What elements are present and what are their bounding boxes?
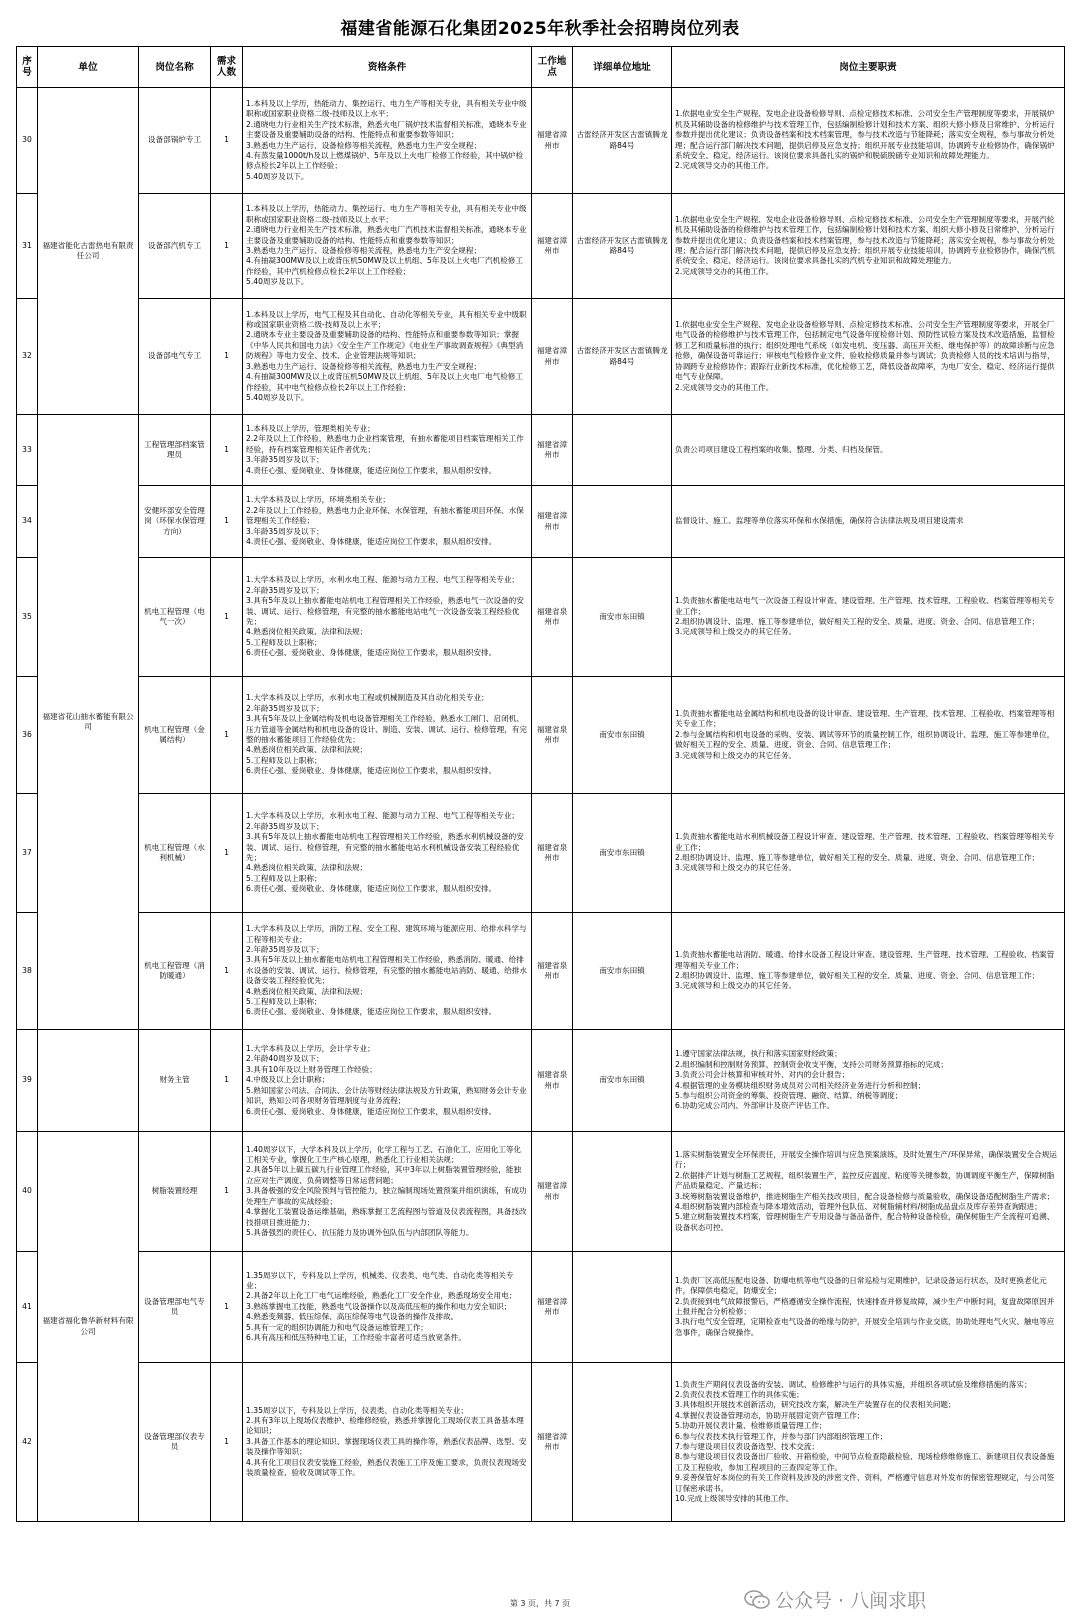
unit-name: 福建省福化鲁华新材料有限公司 (38, 1132, 139, 1522)
duties-line: 5.协助开展仪表计量、检维修质量管理工作； (675, 1421, 827, 1431)
table-row (17, 794, 1065, 913)
headcount: 1 (211, 88, 243, 194)
requirements-line: 5.工程师及以上职称； (246, 997, 322, 1007)
headcount: 1 (211, 194, 243, 299)
duties (672, 1132, 1065, 1252)
headcount: 1 (211, 299, 243, 415)
row-number: 35 (17, 558, 38, 677)
header-unit: 单位 (38, 47, 139, 88)
duties-line: 3.完成领导和上级交办的其它任务。 (675, 627, 797, 637)
table-row (17, 677, 1065, 794)
table-row (17, 194, 1065, 299)
work-location: 福建省泉州市 (532, 913, 573, 1030)
requirements-line: 3.年龄35周岁及以下； (246, 526, 324, 536)
requirements-line: 6.责任心强、爱岗敬业、身体健康，能适应岗位工作要求，服从组织安排。 (246, 1106, 497, 1116)
header-position: 岗位名称 (139, 47, 211, 88)
row-number: 31 (17, 194, 38, 299)
headcount: 1 (211, 1252, 243, 1363)
table-row (17, 88, 1065, 194)
table-row (17, 1252, 1065, 1363)
duties-line: 6.协助完成公司内、外部审计及资产评估工作。 (675, 1101, 835, 1111)
requirements (243, 1030, 532, 1132)
duties-line: 2.负责仪表技术管理工作的具体实施； (675, 1389, 804, 1399)
duties-line: 2.完成领导交办的其他工作。 (675, 266, 774, 276)
requirements-line: 1.大学本科及以上学历，消防工程、安全工程、建筑环境与能源应用、给排水科学与工程等相关专业； (246, 924, 527, 944)
headcount: 1 (211, 415, 243, 486)
duties-line: 2.依据排产计划与树脂工艺规程，组织装置生产，监控反应温度、粘度等关键参数，协调调度平衡生产，保障树脂产品质量稳定、产量达标； (675, 1170, 1055, 1191)
duties-line: 1.负责抽水蓄能电站金属结构和机电设备的设计审查、建设管理、生产管理、技术管理、工程验收、档案管理等相关专业工作； (675, 708, 1055, 729)
position-name: 财务主管 (139, 1030, 211, 1132)
work-location: 福建省漳州市 (532, 194, 573, 299)
table-row (17, 1363, 1065, 1522)
header-duties: 岗位主要职责 (672, 47, 1065, 88)
duties-line: 1.负责抽水蓄能电站水利机械设备工程设计审查、建设管理、生产管理、技术管理、工程验收、档案管理等相关专业工作； (675, 832, 1055, 852)
duties (672, 558, 1065, 677)
duties-line: 监督设计、施工、监理等单位落实环保和水保措施，确保符合法律法规及项目建设需求 (675, 516, 964, 526)
table-row (17, 415, 1065, 486)
position-name: 设备管理部仪表专员 (139, 1363, 211, 1522)
requirements-line: 3.具备工作基本的理论知识、掌握现场仪表工具的操作等，熟悉仪表品牌、选型、安装及操作等知识； (246, 1436, 527, 1457)
requirements-line: 5.工程师及以上职称； (246, 755, 322, 765)
requirements-line: 2.年龄35周岁及以下； (246, 703, 324, 713)
requirements-line: 5.工程师及以上职称； (246, 873, 322, 883)
requirements (243, 1132, 532, 1252)
duties-line: 1.负责抽水蓄能电站消防、暖通、给排水设备工程设计审查、建设管理、生产管理、技术管理、工程验收、档案管理等相关专业工作； (675, 950, 1055, 970)
row-number: 34 (17, 486, 38, 558)
position-name: 机电工程管理（水利机械） (139, 794, 211, 913)
requirements-line: 6.责任心强、爱岗敬业、身体健康，能适应岗位工作要求，服从组织安排。 (246, 766, 497, 776)
requirements-line: 3.具有5年及以上金属结构及机电设备管理相关工作经验，熟悉水工闸门、启闭机、压力管道等金属结构和机电设备的设计、制造、安装、调试、运行、检修管理，有完整的抽水蓄能项目工作经验优先； (246, 714, 527, 744)
row-number: 33 (17, 415, 38, 486)
requirements-line: 5.40周岁及以下。 (246, 277, 309, 287)
requirements-line: 4.有抽凝300MW及以上或背压机50MW及以上机组、5年及以上火电厂汽机检修工作经验，其中汽机检修点检长2年以上工作经验； (246, 256, 523, 276)
duties (672, 1363, 1065, 1522)
work-location: 福建省泉州市 (532, 677, 573, 794)
unit-address: 南安市东田镇 (573, 794, 672, 913)
work-location: 福建省泉州市 (532, 794, 573, 913)
unit-name: 福建省能化古雷热电有限责任公司 (38, 88, 139, 415)
duties-line: 4.根据管理的业务模块组织财务成员对公司相关经济业务进行分析和控制； (675, 1080, 926, 1090)
requirements-line: 4.有蒸发量1000t/h及以上燃煤锅炉、5年及以上火电厂检修工作经验，其中锅炉检修点检长2年以上工作经验； (246, 150, 524, 171)
work-location: 福建省漳州市 (532, 415, 573, 486)
requirements-line: 4.责任心强、爱岗敬业、身体健康，能适应岗位工作要求，服从组织安排。 (246, 537, 497, 547)
unit-address: 南安市东田镇 (573, 677, 672, 794)
duties (672, 415, 1065, 486)
duties-line: 1.遵守国家法律法规，执行和落实国家财经政策； (675, 1049, 842, 1059)
table-row (17, 1030, 1065, 1132)
requirements-line: 3.具有5年及以上抽水蓄能电站机电工程管理相关工作经验，熟悉水利机械设备的安装、调试、运行、检修管理，有完整的抽水蓄能电站水利机械设备安装工程经验优先； (246, 832, 524, 862)
requirements-line: 4.中级及以上会计职称； (246, 1075, 330, 1085)
requirements (243, 677, 532, 794)
duties-line: 3.具体组织开展技术创新活动，研究技改方案，解决生产装置存在的仪表相关问题； (675, 1400, 956, 1410)
duties (672, 1030, 1065, 1132)
row-number: 41 (17, 1252, 38, 1363)
work-location: 福建省漳州市 (532, 1252, 573, 1363)
row-number: 42 (17, 1363, 38, 1522)
duties (672, 194, 1065, 299)
duties-line: 1.负责抽水蓄能电站电气一次设备工程设计审查、建设管理、生产管理、技术管理、工程验收、档案管理等相关专业工作； (675, 596, 1055, 616)
duties-line: 10.完成上级领导安排的其他工作。 (675, 1494, 794, 1504)
table-row (17, 299, 1065, 415)
requirements-line: 1.35周岁以下，专科及以上学历，仪表类、自动化类等相关专业； (246, 1405, 468, 1415)
row-number: 36 (17, 677, 38, 794)
headcount: 1 (211, 1363, 243, 1522)
requirements-line: 2.2年及以上工作经验，熟悉电力企业档案管理，有抽水蓄能项目档案管理相关工作经验，持有档案管理相关证件者优先； (246, 434, 524, 454)
unit-address (573, 415, 672, 486)
position-name: 设备部电气专工 (139, 299, 211, 415)
duties-line: 1.依据电业安全生产规程、发电企业设备检修导则、点检定修技术标准、公司安全生产管理制度等要求，开展锅炉机及其辅助设备的检修维护与技术管理工作，包括编制检修计划和技术方案、组织大修小修及日常维护、分析运行参数并提出优化建议；负责设备档案和技术档案管理，参与技术改造与节能降耗；落实安全规程，参与事故分析处理；配合运行部门解决技术问题，提供启停及应急支持；组织开展专业技能培训，协调跨专业检修协作，确保锅炉系统安全、稳定、经济运行。该岗位要求具备扎实的锅炉和脱硫脱硝专业知识和故障处理能力。 (675, 109, 1055, 160)
header-count: 需求人数 (211, 47, 243, 88)
requirements-line: 3.熟悉电力生产运行、设备检修等相关流程，熟悉电力生产安全规程； (246, 140, 482, 150)
position-name: 机电工程管理（电气一次） (139, 558, 211, 677)
requirements (243, 913, 532, 1030)
row-number: 30 (17, 88, 38, 194)
row-number: 39 (17, 1030, 38, 1132)
duties (672, 1252, 1065, 1363)
requirements (243, 486, 532, 558)
unit-address: 南安市东田镇 (573, 558, 672, 677)
duties-line: 1.负责生产期间仪表设备的安装、调试、检修维护与运行的具体实施，并组织各项试验及维修措施的落实； (675, 1379, 1032, 1389)
requirements-line: 5.熟知国家公司法、合同法、会计法等财经法律法规及方针政策，熟知财务会计专业知识，熟知公司各项财务管理制度与业务流程； (246, 1085, 527, 1106)
requirements-line: 1.大学本科及以上学历，水利水电工程或机械制造及其自动化相关专业； (246, 693, 489, 703)
duties-line: 5.参与组织公司资金的筹集、投资管理、融资、结算、纳税等调度； (675, 1090, 903, 1100)
table-header (17, 47, 1065, 88)
unit-name (38, 1030, 139, 1132)
header-address: 详细单位地址 (573, 47, 672, 88)
requirements-line: 2.具备5年以上碳五碳九行业管理工作经验，其中3年以上树脂装置管理经验，能独立应对生产调度、负荷调整等日常运营问题； (246, 1165, 522, 1185)
requirements-line: 1.本科及以上学历，热能动力、集控运行、电力生产等相关专业，具有相关专业中级职称或国家职业资格二级-技师及以上水平； (246, 204, 527, 224)
requirements-line: 4.责任心强、爱岗敬业、身体健康，能适应岗位工作要求，服从组织安排。 (246, 465, 497, 475)
requirements-line: 5.工程师及以上职称； (246, 637, 322, 647)
requirements-line: 4.有抽凝300MW及以上或背压机50MW及以上机组、5年及以上火电厂电气检修工作经验，其中电气检修点检长2年以上工作经验； (246, 372, 523, 392)
row-number: 37 (17, 794, 38, 913)
requirements-line: 3.熟悉电力生产运行、设备检修等相关流程，熟悉电力生产安全规程； (246, 361, 482, 371)
header-requirements: 资格条件 (243, 47, 532, 88)
requirements (243, 558, 532, 677)
row-number: 38 (17, 913, 38, 1030)
page-title: 福建省能源石化集团2025年秋季社会招聘岗位列表 (340, 19, 740, 39)
work-location: 福建省漳州市 (532, 88, 573, 194)
requirements-line: 4.熟悉岗位相关政策、法律和法规； (246, 986, 368, 996)
requirements-line: 6.责任心强、爱岗敬业、身体健康，能适应岗位工作要求，服从组织安排。 (246, 884, 497, 894)
duties-line: 负责公司项目建设工程档案的收集、整理、分类、归档及保管。 (675, 444, 888, 454)
headcount: 1 (211, 558, 243, 677)
requirements-line: 4.熟悉岗位相关政策、法律和法规； (246, 863, 368, 873)
unit-address (573, 1363, 672, 1522)
requirements-line: 5.具有一定的组织协调能力和电气设备运维管理工作； (246, 1322, 428, 1332)
requirements-line: 2.通晓电力行业相关生产技术标准，熟悉火电厂汽机技术监督相关标准，通晓本专业主要设备及重要辅助设备的结构、性能特点和重要参数等知识； (246, 225, 527, 245)
duties-line: 4.掌握仪表设备管理动态，协助开展固定资产管理工作； (675, 1410, 865, 1420)
requirements-line: 1.35周岁以下，专科及以上学历，机械类、仪表类、电气类、自动化类等相关专业； (246, 1270, 514, 1290)
work-location: 福建省漳州市 (532, 1363, 573, 1522)
duties (672, 794, 1065, 913)
work-location: 福建省泉州市 (532, 1030, 573, 1132)
headcount: 1 (211, 677, 243, 794)
headcount: 1 (211, 486, 243, 558)
job-table (16, 46, 1065, 1522)
duties-line: 5.建立树脂装置技术档案，管理树脂生产专用设备与备品备件，配合特种设备检验，确保树脂生产全流程可追溯、设备状态可控。 (675, 1212, 1055, 1232)
duties-line: 9.妥善保管好本岗位的有关工作资料及涉及的涉密文件、资料，严格遵守信息对外发布的保密管理规定，与公司签订保密承诺书。 (675, 1473, 1055, 1493)
duties-line: 2.组织协调设计、监理、施工等参建单位，做好相关工程的安全、质量、进度、资金、合同、信息管理工作； (675, 853, 1040, 862)
duties-line: 7.参与建设项目仪表设备选型、技术交流； (675, 1442, 819, 1451)
work-location: 福建省泉州市 (532, 558, 573, 677)
duties (672, 486, 1065, 558)
row-number: 40 (17, 1132, 38, 1252)
table-row (17, 558, 1065, 677)
table-row (17, 913, 1065, 1030)
requirements-line: 4.掌握化工装置设备运维基础，熟练掌握工艺流程图与管道及仪表流程图，具备技改技措项目推进能力； (246, 1207, 527, 1227)
requirements (243, 1252, 532, 1363)
requirements-line: 4.熟悉岗位相关政策、法律和法规； (246, 745, 368, 755)
row-number: 32 (17, 299, 38, 415)
duties-line: 2.组织协调设计、监理、施工等参建单位，做好相关工程的安全、质量、进度、资金、合同、信息管理工作； (675, 971, 1040, 980)
position-name: 工程管理部档案管理员 (139, 415, 211, 486)
requirements-line: 6.具有高压和低压特种电工证，工作经验丰富者可适当放宽条件。 (246, 1333, 466, 1343)
header-no: 序号 (17, 47, 38, 88)
duties-line: 1.负责厂区高低压配电设备、防爆电机等电气设备的日常巡检与定期维护，记录设备运行状态，及时更换老化元件，保障供电稳定，防爆安全； (675, 1275, 1047, 1296)
work-location: 福建省漳州市 (532, 299, 573, 415)
requirements-line: 6.责任心强、爱岗敬业、身体健康，能适应岗位工作要求，服从组织安排。 (246, 1007, 497, 1017)
position-name: 安健环部安全管理岗（环保水保管理方向） (139, 486, 211, 558)
requirements-line: 2.年龄35周岁及以下； (246, 821, 324, 831)
duties-line: 2.组织协调设计、监理、施工等参建单位，做好相关工程的安全、质量、进度、资金、合同、信息管理工作； (675, 617, 1040, 626)
requirements-line: 1.大学本科及以上学历，环境类相关专业； (246, 495, 390, 505)
duties-line: 3.统筹树脂装置设备维护，推进树脂生产相关技改项目，配合设备检修与质量验收，确保设备适配树脂生产需求； (675, 1191, 1055, 1201)
duties-line: 4.组织树脂装置内部检查与降本增效活动，管理外包队伍、对树脂辅材料/树脂成品盘点及库存差异查询跟进； (675, 1201, 1042, 1211)
headcount: 1 (211, 1030, 243, 1132)
duties-line: 2.完成领导交办的其他工作。 (675, 161, 774, 171)
requirements-line: 2.年龄35周岁及以下； (246, 585, 324, 595)
requirements-line: 2.具备2年以上化工厂电气运维经验，熟悉化工厂安全作业，熟悉现场安全用电； (246, 1291, 517, 1301)
unit-address: 南安市东田镇 (573, 913, 672, 1030)
requirements-line: 1.大学本科及以上学历，会计学专业； (246, 1044, 375, 1054)
duties-line: 2.参与金属结构和机电设备的采购、安装、调试等环节的质量控制工作，组织协调设计、监理、施工等参建单位，做好相关工程的安全、质量、进度、资金、合同、信息管理工作； (675, 729, 1055, 750)
table-body (17, 88, 1065, 1522)
requirements-line: 2.通晓本专业主要设备及重要辅助设备的结构、性能特点和重要参数等知识；掌握《中华人民共和国电力法》《安全生产工作规定》《电业生产事故调查规程》《典型消防规程》等电力安全、技术、企业管理法规等知识； (246, 330, 524, 361)
requirements (243, 194, 532, 299)
requirements-line: 3.年龄35周岁及以下； (246, 455, 324, 465)
position-name: 设备部汽机专工 (139, 194, 211, 299)
requirements-line: 1.大学本科及以上学历，水利水电工程、能源与动力工程、电气工程等相关专业； (246, 811, 520, 821)
duties (672, 677, 1065, 794)
duties-line: 1.依据电业安全生产规程、发电企业设备检修导则、点检定修技术标准、公司安全生产管理制度等要求，开展汽轮机及其辅助设备的检修维护与技术管理工作，包括编制检修计划和技术方案、组织大修小修及日常维护、分析运行参数并提出优化建议；负责设备档案和技术档案管理，参与技术改造与节能降耗；落实安全规程，参与事故分析处理；配合运行部门解决技术问题，提供启停及应急支持；组织开展专业技能培训，协调跨专业检修协作，确保汽机系统安全、稳定、经济运行。该岗位要求具备扎实的汽机专业知识和故障处理能力。 (675, 214, 1055, 266)
requirements-line: 2.通晓电力行业相关生产技术标准，熟悉火电厂锅炉技术监督相关标准，通晓本专业主要设备及重要辅助设备的结构、性能特点和重要参数等知识； (246, 119, 527, 140)
page-number: 第 3 页，共 7 页 (509, 1599, 571, 1608)
headcount: 1 (211, 1132, 243, 1252)
requirements (243, 299, 532, 415)
duties-line: 3.执行电气安全管理，定期检查电气设备的绝缘与防护，开展安全培训与作业交底，协助处理电气火灾、触电等应急事件，确保合规操作。 (675, 1317, 1055, 1337)
duties (672, 913, 1065, 1030)
unit-address: 古雷经济开发区古雷镇腾龙路84号 (573, 194, 672, 299)
job-table-wrap (16, 46, 1064, 1522)
duties-line: 2.完成领导交办的其他工作。 (675, 382, 774, 392)
unit-address (573, 1252, 672, 1363)
requirements-line: 6.责任心强、爱岗敬业、身体健康，能适应岗位工作要求，服从组织安排。 (246, 648, 497, 658)
requirements-line: 3.具有5年及以上抽水蓄能电站机电工程管理相关工作经验，熟悉电气一次设备的安装、调试、运行、检修管理，有完整的抽水蓄能电站电气一次设备安装工程经验优先； (246, 596, 524, 626)
unit-address: 古雷经济开发区古雷镇腾龙路84号 (573, 88, 672, 194)
requirements-line: 5.40周岁及以下。 (246, 171, 309, 181)
unit-address: 南安市东田镇 (573, 1030, 672, 1132)
requirements-line: 2.年龄35周岁及以下； (246, 944, 324, 954)
duties-line: 3.负责公司会计核算和审核对外、对内的会计报告； (675, 1070, 850, 1080)
headcount: 1 (211, 794, 243, 913)
requirements (243, 794, 532, 913)
unit-name: 福建省花山抽水蓄能有限公司 (38, 415, 139, 1030)
requirements-line: 2.年龄40周岁及以下； (246, 1054, 324, 1064)
table-row (17, 1132, 1065, 1252)
requirements (243, 1363, 532, 1522)
duties-line: 6.参与仪表技术执行管理工作，并参与部门内部组织管理工作； (675, 1431, 888, 1441)
duties-line: 2.组织编制和控制财务预算，控制资金收支平衡，支持公司财务预算指标的完成； (675, 1059, 949, 1069)
table-row (17, 486, 1065, 558)
position-name: 机电工程管理（金属结构） (139, 677, 211, 794)
duties-line: 1.依据电业安全生产规程、发电企业设备检修导则、点检定修技术标准、公司安全生产管理制度等要求，开展全厂电气设备的检修维护与技术管理工作，包括制定电气设备年度检修计划、预防性试验方案及技术改造措施，监督检修工艺和质量标准的执行；组织处理电气系统（如发电机、变压器、高压开关柜、继电保护等）的故障诊断与应急抢修，确保设备可靠运行；审核电气检修作业文件、验收检修质量并参与调试；负责检修人员的技术培训与指导，协调跨专业检修协作；跟踪行业新技术标准，优化检修工艺，降低设备故障率，为电厂安全、稳定、经济运行提供电气专业保障。 (675, 320, 1055, 382)
requirements-line: 1.大学本科及以上学历，水利水电工程、能源与动力工程、电气工程等相关专业； (246, 575, 520, 585)
position-name: 设备部锅炉专工 (139, 88, 211, 194)
requirements-line: 3.熟练掌握电工技能，熟悉电气设备操作以及高低压柜的操作和电力安全知识； (246, 1301, 512, 1311)
requirements-line: 1.本科及以上学历，电气工程及其自动化、自动化等相关专业，具有相关专业中级职称或国家职业资格二级-技师及以上水平； (246, 309, 527, 330)
unit-address (573, 486, 672, 558)
position-name: 机电工程管理（消防暖通） (139, 913, 211, 1030)
requirements-line: 5.具备强烈的责任心、抗压能力及协调外包队伍与内部团队等能力。 (246, 1227, 474, 1237)
requirements-line: 2.2年及以上工作经验，熟悉电力企业环保、水保管理，有抽水蓄能项目环保、水保管理相关工作经验； (246, 505, 524, 526)
requirements-line: 3.熟悉电力生产运行、设备检修等相关流程，熟悉电力生产安全规程； (246, 246, 482, 255)
requirements-line: 4.熟悉变频器、低压综保、高压综保等电气设备的操作及排故。 (246, 1312, 459, 1322)
position-name: 树脂装置经理 (139, 1132, 211, 1252)
requirements-line: 4.具有化工项目仪表安装施工经验，熟悉仪表施工工序及施工要求，负责仪表现场安装质量检查、验收及调试等工作。 (246, 1457, 527, 1478)
requirements-line: 4.熟悉岗位相关政策、法律和法规； (246, 627, 368, 637)
requirements-line: 1.40周岁以下，大学本科及以上学历，化学工程与工艺、石油化工、应用化工等化工相关专业，掌握化工生产核心原理，熟悉化工行业相关法规； (246, 1144, 522, 1165)
duties-line: 8.参与建设项目仪表设备出厂验收、开箱检验，中间节点检查隐蔽检验、现场检修维修施工、新建项目仪表设备施工及工程验收，参加工程项目的三查四定等工作。 (675, 1452, 1055, 1472)
requirements-line: 1.本科及以上学历，管理类相关专业； (246, 423, 375, 433)
requirements-line: 2.具有3年以上现场仪表维护、检维修经验，熟悉并掌握化工现场仪表工具备基本理论知识； (246, 1415, 524, 1436)
requirements (243, 88, 532, 194)
headcount: 1 (211, 913, 243, 1030)
unit-address: 古雷经济开发区古雷镇腾龙路84号 (573, 299, 672, 415)
duties-line: 3.完成领导和上级交办的其它任务。 (675, 981, 797, 991)
duties-line: 2.负责接到电气故障报警后，严格遵循安全操作流程，快速排查并修复故障，减少生产中断时间，复盘故障原因并上报并配合分析检修； (675, 1296, 1055, 1316)
requirements-line: 3.具有5年及以上抽水蓄能电站机电工程管理相关工作经验，熟悉消防、暖通、给排水设备的安装、调试、运行、检修管理，有完整的抽水蓄能电站消防、暖通、给排水设备安装工程经验优先； (246, 955, 527, 986)
requirements-line: 3.具备极强的安全风险预判与管控能力，独立编制现场处置预案并组织演练，有成功处理生产事故的实战经验； (246, 1186, 527, 1206)
unit-address (573, 1132, 672, 1252)
duties (672, 88, 1065, 194)
work-location: 福建省漳州市 (532, 486, 573, 558)
duties-line: 3.完成领导和上级交办的其它任务。 (675, 750, 797, 760)
duties (672, 299, 1065, 415)
requirements (243, 415, 532, 486)
duties-line: 1.落实树脂装置安全环保责任，开展安全操作培训与应急预案演练，及时处置生产/环保异常，确保装置安全合规运行； (675, 1149, 1057, 1170)
work-location: 福建省漳州市 (532, 1132, 573, 1252)
position-name: 设备管理部电气专员 (139, 1252, 211, 1363)
requirements-line: 5.40周岁及以下。 (246, 392, 309, 402)
duties-line: 3.完成领导和上级交办的其它任务。 (675, 863, 797, 873)
header-location: 工作地点 (532, 47, 573, 88)
watermark-text: 公众号 · 八闽求职 (775, 1590, 927, 1612)
requirements-line: 3.具有10年及以上财务管理工作经验； (246, 1064, 377, 1074)
requirements-line: 1.本科及以上学历，热能动力、集控运行、电力生产等相关专业，具有相关专业中级职称或国家职业资格二级-技师及以上水平； (246, 98, 527, 119)
